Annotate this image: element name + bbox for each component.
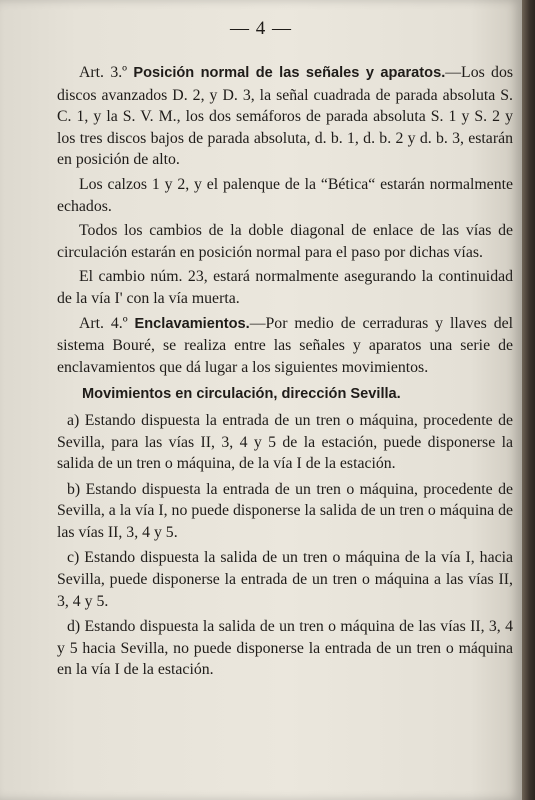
- item-text: Estando dispuesta la entrada de un tren o máquina, procedente de Sevilla, a la vía I, no puede disponerse la salida de un tren o máquina de las vías II, 3, 4 y 5.: [57, 480, 514, 541]
- article-4-heading: Enclavamientos.: [134, 315, 250, 332]
- item-letter: a): [67, 411, 80, 429]
- article-4-label: Art. 4.º: [79, 314, 128, 332]
- paragraph-calzos: Los calzos 1 y 2, y el palenque de la “Bética“ estarán normalmente echados.: [57, 175, 513, 215]
- paragraph-cambios: Todos los cambios de la doble diagonal de enlace de las vías de circulación estarán en posición normal para el paso por dichas vías.: [57, 222, 513, 261]
- page-body: [57, 62, 513, 685]
- item-letter: b): [67, 480, 81, 498]
- list-item-c: [57, 547, 513, 612]
- list-item-a: [57, 410, 513, 475]
- item-letter: d): [67, 618, 81, 636]
- item-letter: c): [67, 549, 80, 567]
- item-text: Estando dispuesta la salida de un tren o máquina de la vía I, hacia Sevilla, puede disponerse la entrada de un tren o máquina a las vías II, 3, 4 y 5.: [57, 549, 513, 610]
- paragraph-cambio-23: El cambio núm. 23, estará normalmente asegurando la continuidad de la vía I' con la vía muerta.: [57, 268, 513, 307]
- page-number: — 4 —: [230, 18, 292, 39]
- list-item-d: [57, 616, 513, 681]
- page-edge-shadow: [522, 0, 535, 800]
- section-subheading: Movimientos en circulación, dirección Sevilla.: [82, 386, 401, 403]
- item-text: Estando dispuesta la salida de un tren o máquina de las vías II, 3, 4 y 5 hacia Sevilla, no puede disponerse la entrada de un tren o máquina en la vía I de la estación.: [57, 618, 514, 679]
- article-4-body: —Por medio de cerraduras y llaves del sistema Bouré, se realiza entre las señales y aparatos una serie de enclavamientos que dá lugar a los siguientes movimientos.: [57, 314, 513, 376]
- article-3: [57, 62, 513, 171]
- article-3-label: Art. 3.º: [79, 64, 128, 81]
- item-text: Estando dispuesta la entrada de un tren o máquina, procedente de Sevilla, para las vías II, 3, 4 y 5 de la estación, puede disponerse la salida de un tren o máquina, de la vía I de la estación.: [57, 411, 513, 473]
- article-3-body: —Los dos discos avanzados D. 2, y D. 3, la señal cuadrada de parada absoluta S. C. 1, y la S. V. M., los dos semáforos de parada absoluta S. 1 y S. 2 y los tres discos bajos de parada absoluta, d. b. 1, d. b. 2 y d. b. 3, estarán en posición de alto.: [57, 64, 513, 169]
- article-4: [57, 313, 513, 379]
- list-item-b: [57, 479, 513, 544]
- article-3-heading: Posición normal de las señales y aparatos.: [133, 65, 446, 81]
